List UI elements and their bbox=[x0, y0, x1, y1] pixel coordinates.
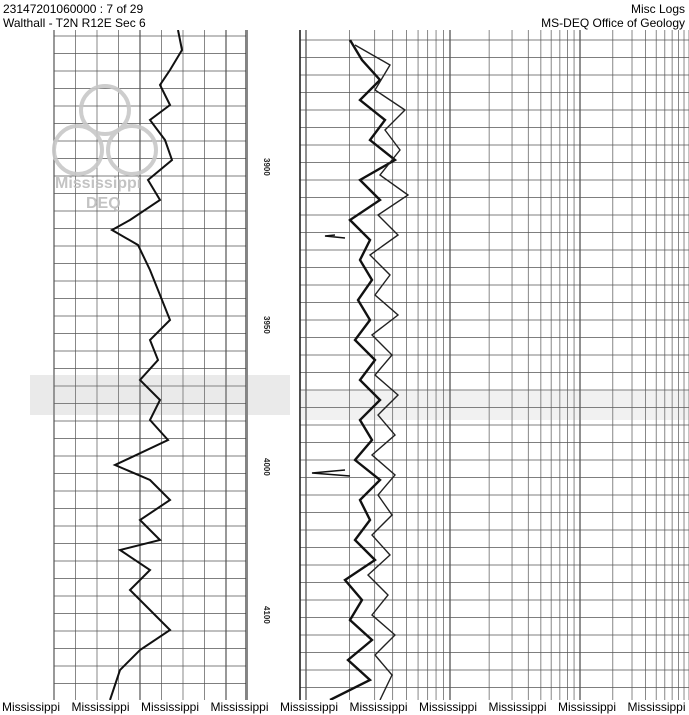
watermark-line2: DEQ bbox=[86, 195, 121, 212]
footer-label: Mississippi bbox=[558, 700, 617, 714]
well-log-scan bbox=[0, 30, 689, 700]
footer-watermark-row bbox=[0, 700, 689, 715]
footer-label: Mississippi bbox=[141, 700, 200, 714]
header-left bbox=[3, 2, 146, 30]
footer-label: Mississippi bbox=[210, 700, 269, 714]
footer-label: Mississippi bbox=[349, 700, 408, 714]
header-right bbox=[541, 2, 685, 30]
footer-label: Mississippi bbox=[419, 700, 478, 714]
watermark-line1: Mississippi bbox=[55, 175, 142, 192]
depth-mark-3900: 3900 bbox=[262, 158, 271, 176]
well-file-id: 23147201060000 : 7 of 29 bbox=[3, 2, 144, 16]
footer-label: Mississippi bbox=[71, 700, 130, 714]
footer-label: Mississippi bbox=[2, 700, 61, 714]
log-type: Misc Logs bbox=[630, 2, 685, 16]
well-location: Walthall - T2N R12E Sec 6 bbox=[3, 16, 146, 30]
depth-mark-4000: 4000 bbox=[262, 458, 271, 476]
agency-name: MS-DEQ Office of Geology bbox=[541, 16, 685, 30]
footer-label: Mississippi bbox=[488, 700, 547, 714]
footer-label: Mississippi bbox=[627, 700, 686, 714]
depth-mark-4100: 4100 bbox=[262, 606, 271, 624]
depth-mark-3950: 3950 bbox=[262, 316, 271, 334]
footer-label: Mississippi bbox=[280, 700, 339, 714]
